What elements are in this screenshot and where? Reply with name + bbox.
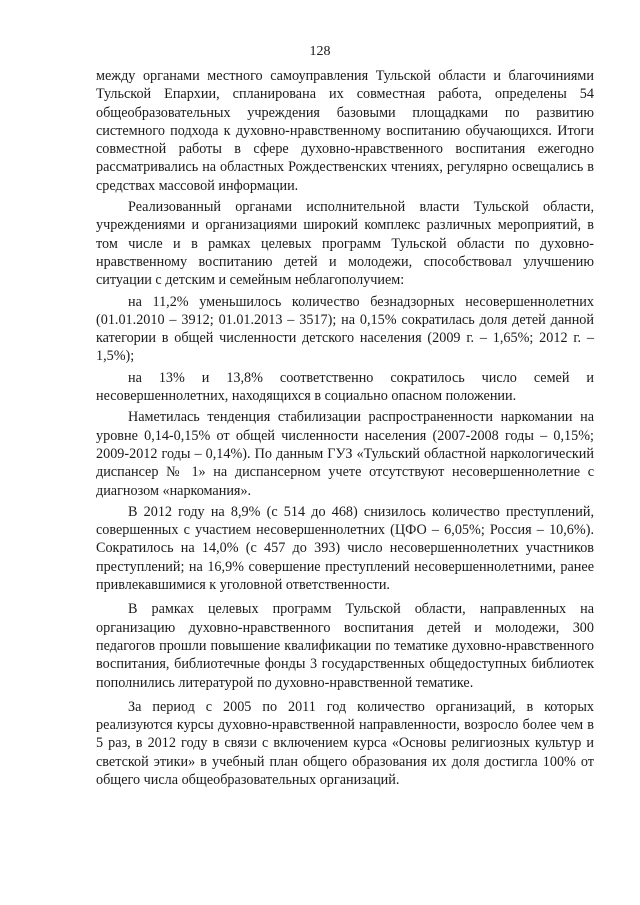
paragraph-coordination: между органами местного самоуправления Тульской области и благочиниями Тульской Епархии, спланирована их совместная работа, определены 54 общеобразовательных учреждения базовыми площадками по развитию системного подхода к духовно-нравственному воспитанию обучающихся. Итоги совместной работы в сфере духовно-нравственного воспитания ежегодно рассматривались на областных Рождественских чтениях, регулярно освещались в средствах массовой информации. — [96, 68, 594, 194]
paragraph-crime: В 2012 году на 8,9% (с 514 до 468) снизилось количество преступлений, совершенных с участием несовершеннолетних (ЦФО – 6,05%; Россия – 10,6%). Сократилось на 14,0% (с 457 до 393) число несовершеннолетних участников преступлений; на 16,9% совершение преступлений несовершеннолетними, ранее привлекавшимися к уголовной ответственности. — [96, 503, 594, 594]
paragraph-teacher-training: В рамках целевых программ Тульской области, направленных на организацию духовно-нравственного воспитания детей и молодежи, 300 педагогов прошли повышение квалификации по тематике духовно-нравственного воспитания, библиотечные фонды 3 государственных общедоступных библиотек пополнились литературой по духовно-нравственной тематике. — [96, 601, 594, 691]
paragraph-courses: За период с 2005 по 2011 год количество организаций, в которых реализуются курсы духовно-нравственной направленности, возросло более чем в 5 раз, в 2012 году в связи с включением курса «Основы религиозных культур и светской этики» в учебный план общего образования их доля достигла 100% от общего числа общеобразовательных организаций. — [96, 698, 594, 788]
paragraph-families: на 13% и 13,8% соответственно сократилось число семей и несовершеннолетних, находящихся в социально опасном положении. — [96, 369, 594, 405]
paragraph-drug-addiction: Наметилась тенденция стабилизации распространенности наркомании на уровне 0,14-0,15% от общей численности населения (2007-2008 годы – 0,15%; 2009-2012 годы – 0,14%). По данным ГУЗ «Тульский областной наркологический диспансер № 1» на диспансерном учете отсутствуют несовершеннолетние с диагнозом «наркомания». — [96, 409, 594, 499]
document-body — [96, 67, 594, 789]
paragraph-homeless-minors: на 11,2% уменьшилось количество безнадзорных несовершеннолетних (01.01.2010 – 3912; 01.01.2013 – 3517); на 0,15% сократилась доля детей данной категории в общей численности детского населения (2009 г. – 1,65%; 2012 г. – 1,5%); — [96, 293, 594, 365]
page-number: 128 — [309, 44, 331, 59]
paragraph-measures: Реализованный органами исполнительной власти Тульской области, учреждениями и организациями широкий комплекс различных мероприятий, в том числе и в рамках целевых программ Тульской области по духовно-нравственному воспитанию детей и молодежи, способствовал улучшению ситуации с детским и семейным неблагополучием: — [96, 199, 594, 289]
